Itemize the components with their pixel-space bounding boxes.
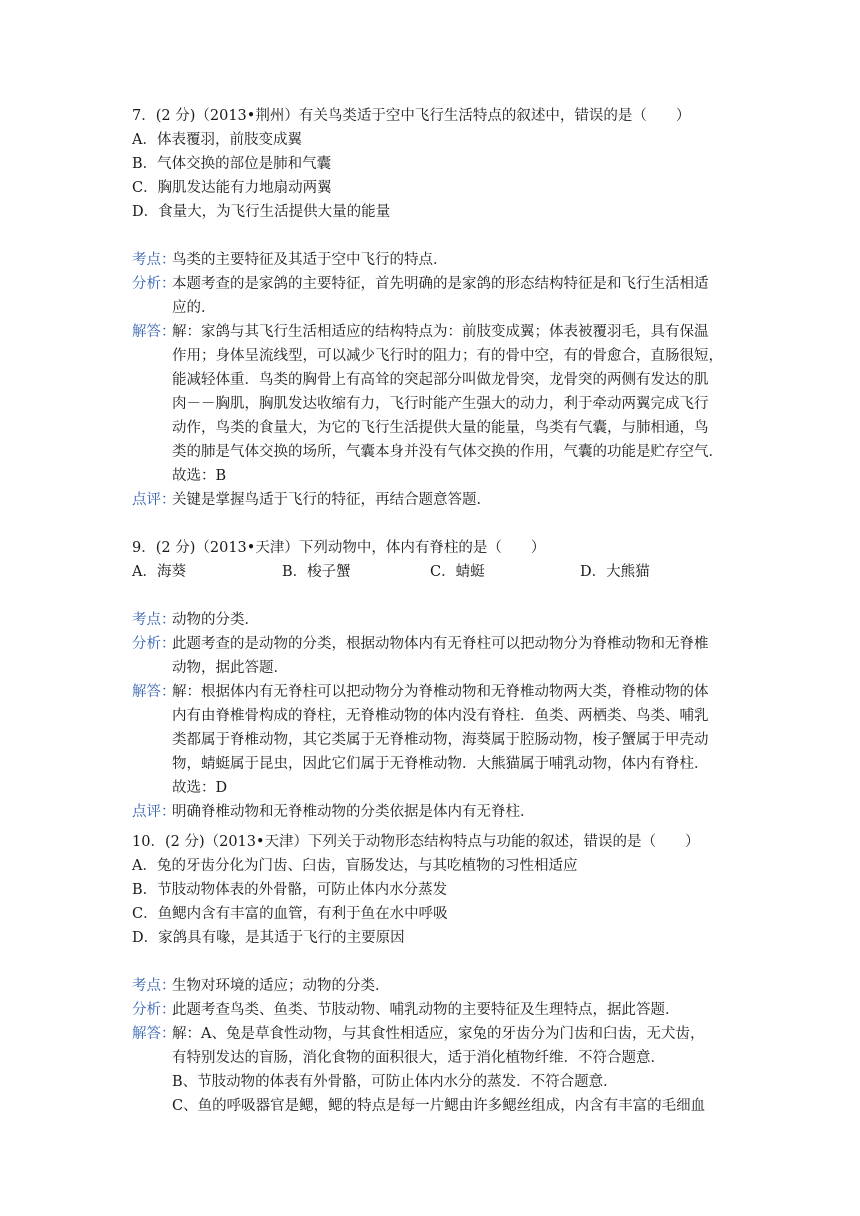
jieda-label: 解答： (132, 1026, 176, 1042)
jieda-text: 内有由脊椎骨构成的脊柱，无脊椎动物的体内没有脊柱．鱼类、两栖类、鸟类、哺乳 (172, 708, 709, 724)
fenxi-label: 分析： (132, 1002, 176, 1018)
kaodian-section (132, 974, 742, 998)
jieda-answer: 故选：B (172, 468, 227, 484)
option-b: B．气体交换的部位是肺和气囊 (132, 156, 332, 172)
question-10 (132, 830, 742, 1118)
jieda-label: 解答： (132, 684, 176, 700)
jieda-text: 解：家鸽与其飞行生活相适应的结构特点为：前肢变成翼；体表被覆羽毛，具有保温 (172, 324, 709, 340)
question-stem: 10．(2 分)（2013•天津）下列关于动物形态结构特点与功能的叙述，错误的是（ ） (132, 834, 700, 850)
dianping-label: 点评： (132, 492, 176, 508)
dianping-label: 点评： (132, 804, 176, 820)
kaodian-label: 考点： (132, 252, 176, 268)
option-d: D．大熊猫 (580, 564, 650, 580)
jieda-section (132, 320, 742, 488)
jieda-text: C、鱼的呼吸器官是鳃，鳃的特点是每一片鳃由许多鳃丝组成，内含有丰富的毛细血 (172, 1098, 706, 1114)
fenxi-text: 此题考查鸟类、鱼类、节肢动物、哺乳动物的主要特征及生理特点，据此答题． (172, 1002, 680, 1018)
option-c: C．蜻蜓 (430, 564, 485, 580)
question-7 (132, 104, 742, 512)
fenxi-text: 此题考查的是动物的分类，根据动物体内有无脊柱可以把动物分为脊椎动物和无脊椎 (172, 636, 709, 652)
fenxi-section (132, 998, 742, 1022)
option-b: B．梭子蟹 (282, 564, 351, 580)
option-c: C．鱼鳃内含有丰富的血管，有利于鱼在水中呼吸 (132, 906, 448, 922)
question-stem: 7．(2 分)（2013•荆州）有关鸟类适于空中飞行生活特点的叙述中，错误的是（ ） (132, 108, 691, 124)
question-9 (132, 536, 742, 824)
jieda-text: 类的肺是气体交换的场所，气囊本身并没有气体交换的作用，气囊的功能是贮存空气． (172, 444, 723, 460)
jieda-section (132, 1022, 742, 1118)
options-row (132, 560, 742, 584)
option-c: C．胸肌发达能有力地扇动两翼 (132, 180, 332, 196)
kaodian-label: 考点： (132, 612, 176, 628)
jieda-text: 解：根据体内有无脊柱可以把动物分为脊椎动物和无脊椎动物两大类，脊椎动物的体 (172, 684, 709, 700)
kaodian-text: 鸟类的主要特征及其适于空中飞行的特点． (172, 252, 448, 268)
fenxi-label: 分析： (132, 276, 176, 292)
option-a: A．兔的牙齿分化为门齿、臼齿，盲肠发达，与其吃植物的习性相适应 (132, 858, 578, 874)
fenxi-section (132, 272, 742, 320)
fenxi-text: 本题考查的是家鸽的主要特征，首先明确的是家鸽的形态结构特征是和飞行生活相适 (172, 276, 709, 292)
option-d: D．食量大，为飞行生活提供大量的能量 (132, 204, 391, 220)
jieda-text: 能减轻体重．鸟类的胸骨上有高耸的突起部分叫做龙骨突，龙骨突的两侧有发达的肌 (172, 372, 709, 388)
option-b: B．节肢动物体表的外骨骼，可防止体内水分蒸发 (132, 882, 448, 898)
option-d: D．家鸽具有喙，是其适于飞行的主要原因 (132, 930, 405, 946)
jieda-section (132, 680, 742, 800)
jieda-text: 作用；身体呈流线型，可以减少飞行时的阻力；有的骨中空，有的骨愈合，直肠很短， (172, 348, 723, 364)
jieda-text: 动作，鸟类的食量大，为它的飞行生活提供大量的能量，鸟类有气囊，与肺相通，鸟 (172, 420, 709, 436)
jieda-text: 有特别发达的盲肠，消化食物的面积很大，适于消化植物纤维．不符合题意． (172, 1050, 665, 1066)
jieda-text: 肉－－胸肌，胸肌发达收缩有力，飞行时能产生强大的动力，利于牵动两翼完成飞行 (172, 396, 709, 412)
kaodian-label: 考点： (132, 978, 176, 994)
fenxi-section (132, 632, 742, 680)
dianping-section (132, 488, 742, 512)
dianping-text: 明确脊椎动物和无脊椎动物的分类依据是体内有无脊柱． (172, 804, 535, 820)
jieda-answer: 故选：D (172, 780, 228, 796)
jieda-text: 解：A、兔是草食性动物，与其食性相适应，家兔的牙齿分为门齿和臼齿，无犬齿， (172, 1026, 705, 1042)
fenxi-text: 动物，据此答题． (172, 660, 288, 676)
question-stem: 9．(2 分)（2013•天津）下列动物中，体内有脊柱的是（ ） (132, 540, 546, 556)
kaodian-section (132, 248, 742, 272)
option-a: A．体表覆羽，前肢变成翼 (132, 132, 302, 148)
option-a: A．海葵 (132, 564, 186, 580)
fenxi-text: 应的． (172, 300, 216, 316)
kaodian-text: 生物对环境的适应；动物的分类． (172, 978, 390, 994)
kaodian-section (132, 608, 742, 632)
jieda-text: 物，蜻蜓属于昆虫，因此它们属于无脊椎动物．大熊猫属于哺乳动物，体内有脊柱． (172, 756, 709, 772)
fenxi-label: 分析： (132, 636, 176, 652)
jieda-text: B、节肢动物的体表有外骨骼，可防止体内水分的蒸发．不符合题意． (172, 1074, 618, 1090)
kaodian-text: 动物的分类． (172, 612, 259, 628)
dianping-text: 关键是掌握鸟适于飞行的特征，再结合题意答题． (172, 492, 491, 508)
jieda-text: 类都属于脊椎动物，其它类属于无脊椎动物，海葵属于腔肠动物，梭子蟹属于甲壳动 (172, 732, 709, 748)
jieda-label: 解答： (132, 324, 176, 340)
dianping-section (132, 800, 742, 824)
